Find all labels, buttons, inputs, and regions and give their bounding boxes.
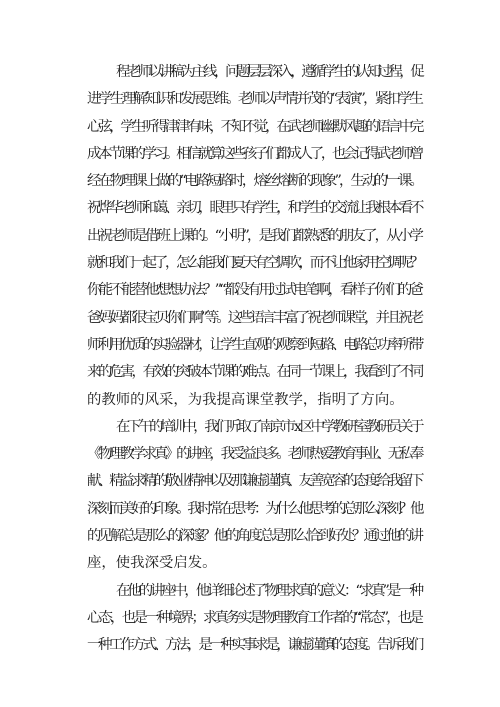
text-line: 来的危害，有效的突破本节课的难点。在同一节课上，我看到了不同 [87, 364, 421, 381]
text-line: 在下午的培训中，我们听取了南京市 x 区中学教研室教研员关于 [116, 418, 421, 435]
paragraph-2 [87, 414, 421, 578]
text-line: 心弦，学生听得津津有味，不知不觉，在武老师幽默风趣的语言中完 [87, 118, 421, 135]
document-body [87, 59, 421, 660]
text-line: 师利用优质的实验器材，让学生直观的观察到短路、电路总功率所带 [87, 336, 421, 353]
text-line: 深刻而美好的印象。我时常在思考：为什么他思考的总那么深刻？他 [87, 500, 421, 517]
text-line: 一种工作方式、方法，是一种实事求是，谦虚谨慎的态度。告诉我们 [87, 637, 421, 654]
text-line: 爸妈妈都很宝贝你们啊”等。这些语言丰富了祝老师课堂，并且祝老 [87, 309, 421, 326]
text-line: 祝烨华老师和蔼、亲切，眼里只有学生，和学生的交流让我根本看不 [87, 200, 421, 217]
paragraph-3 [87, 578, 421, 660]
text-line: 就和我们一起了，怎么能我们夏天有空调吹，而不让他家用空调呢？ [87, 255, 421, 272]
text-line: 经在物理课上做的“电路短路时，熔丝熔断的现象”，生动的'一课。 [87, 173, 421, 190]
text-line: 成本节课的学习。相信就算这些孩子们都成人了，也会记得武老师曾 [87, 145, 421, 162]
text-line: 在他的讲座中，他详细论述了物理求真的意义：“求真”是一种 [116, 582, 421, 599]
text-line: 程老师以讲稿为主线，问题层层深入，遵循学生的认知过程，促 [116, 64, 421, 80]
text-line: 心态，也是一种境界；求真务实是物理教育工作者的“常态”，也是 [87, 609, 421, 626]
text-line: 进学生理解知识和发展思维。老师以声情并茂的“表演”，紧扣学生 [87, 91, 421, 108]
text-line: 献、精益求精的敬业精神以及那谦虚谨慎、友善宽容的态度给我留下 [87, 473, 421, 490]
text-line: 的教师的风采，为我提高课堂教学，指明了方向。 [87, 391, 404, 408]
paragraph-1 [87, 59, 421, 414]
text-line: 你能不能替他想想办法？”“都没有用过试电笔啊，看样子你们的爸 [87, 282, 421, 299]
text-line: 座，使我深受启发。 [87, 555, 217, 572]
text-line: 《物理教学求真》的讲座，我受益良多。老师热爱教育事业、无私奉 [87, 446, 421, 463]
text-line: 出祝老师是借班上课的。“小明”，是我们都熟悉的朋友了，从小学 [87, 227, 421, 244]
text-line: 的见解总是那么的深邃？他的角度总是那么恰到好处？通过他的讲 [87, 528, 421, 545]
